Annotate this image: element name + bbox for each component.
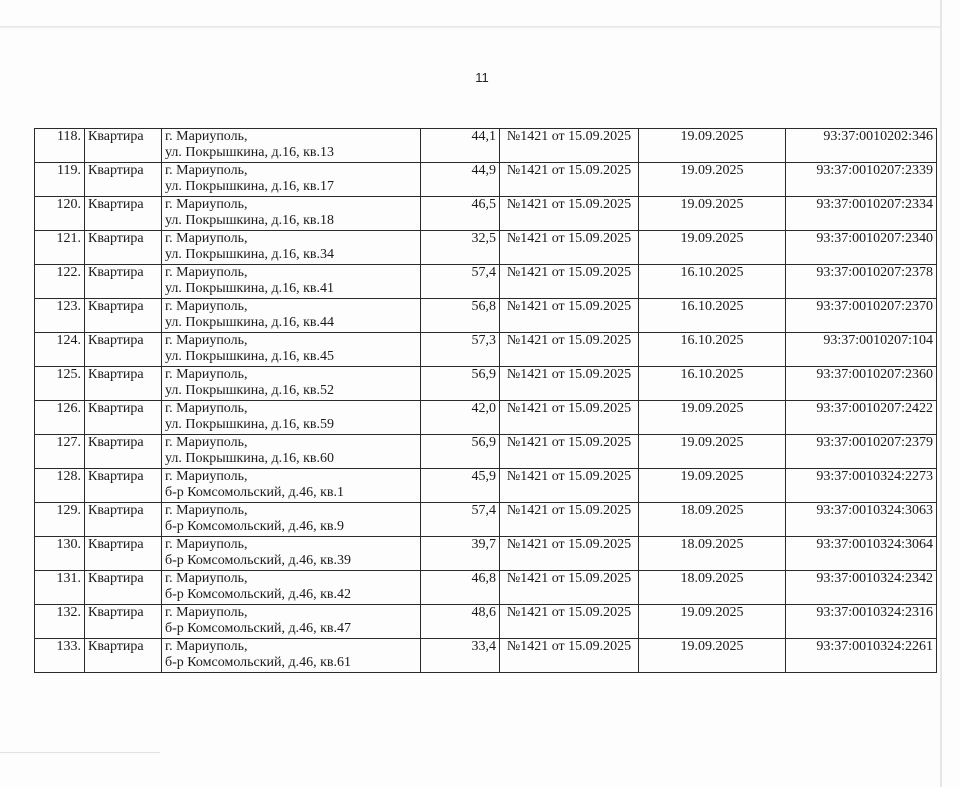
property-type: Квартира xyxy=(85,503,162,537)
address-city: г. Мариуполь, xyxy=(165,639,248,654)
table-row xyxy=(35,401,937,435)
address-city: г. Мариуполь, xyxy=(165,299,248,314)
address-city: г. Мариуполь, xyxy=(165,605,248,620)
address-street: ул. Покрышкина, д.16, кв.41 xyxy=(165,281,335,296)
decree-reference: №1421 от 15.09.2025 xyxy=(500,537,639,571)
address-street: б-р Комсомольский, д.46, кв.9 xyxy=(165,519,345,534)
table-row xyxy=(35,537,937,571)
property-area: 44,9 xyxy=(421,163,500,197)
decree-reference: №1421 от 15.09.2025 xyxy=(500,401,639,435)
table-row xyxy=(35,129,937,163)
cadastral-number: 93:37:0010324:2273 xyxy=(786,469,937,503)
address-street: ул. Покрышкина, д.16, кв.34 xyxy=(165,247,335,262)
decree-reference: №1421 от 15.09.2025 xyxy=(500,503,639,537)
cadastral-number: 93:37:0010202:346 xyxy=(786,129,937,163)
property-address xyxy=(162,333,421,367)
property-address xyxy=(162,367,421,401)
decree-reference: №1421 от 15.09.2025 xyxy=(500,639,639,673)
property-type: Квартира xyxy=(85,163,162,197)
address-city: г. Мариуполь, xyxy=(165,503,248,518)
cadastral-number: 93:37:0010324:2261 xyxy=(786,639,937,673)
row-number: 132. xyxy=(35,605,85,639)
table-row xyxy=(35,265,937,299)
registration-date: 19.09.2025 xyxy=(639,469,786,503)
registration-date: 16.10.2025 xyxy=(639,333,786,367)
table-row xyxy=(35,469,937,503)
address-street: б-р Комсомольский, д.46, кв.61 xyxy=(165,655,352,670)
table-row xyxy=(35,333,937,367)
property-area: 46,8 xyxy=(421,571,500,605)
address-city: г. Мариуполь, xyxy=(165,435,248,450)
row-number: 133. xyxy=(35,639,85,673)
scan-right-edge xyxy=(940,0,942,787)
cadastral-number: 93:37:0010207:2422 xyxy=(786,401,937,435)
decree-reference: №1421 от 15.09.2025 xyxy=(500,299,639,333)
registration-date: 19.09.2025 xyxy=(639,231,786,265)
cadastral-number: 93:37:0010207:2370 xyxy=(786,299,937,333)
registration-date: 18.09.2025 xyxy=(639,503,786,537)
address-city: г. Мариуполь, xyxy=(165,571,248,586)
property-area: 48,6 xyxy=(421,605,500,639)
property-address xyxy=(162,129,421,163)
property-address xyxy=(162,401,421,435)
property-address xyxy=(162,469,421,503)
table-row xyxy=(35,231,937,265)
property-registry-table xyxy=(34,128,937,673)
address-street: ул. Покрышкина, д.16, кв.52 xyxy=(165,383,335,398)
table-row xyxy=(35,639,937,673)
address-street: ул. Покрышкина, д.16, кв.13 xyxy=(165,145,335,160)
table-row xyxy=(35,605,937,639)
address-street: ул. Покрышкина, д.16, кв.17 xyxy=(165,179,335,194)
property-area: 57,3 xyxy=(421,333,500,367)
property-type: Квартира xyxy=(85,537,162,571)
table-row xyxy=(35,367,937,401)
address-city: г. Мариуполь, xyxy=(165,163,248,178)
property-area: 42,0 xyxy=(421,401,500,435)
registry-body xyxy=(35,129,937,673)
property-type: Квартира xyxy=(85,401,162,435)
row-number: 118. xyxy=(35,129,85,163)
cadastral-number: 93:37:0010324:3063 xyxy=(786,503,937,537)
decree-reference: №1421 от 15.09.2025 xyxy=(500,197,639,231)
property-address xyxy=(162,163,421,197)
address-city: г. Мариуполь, xyxy=(165,367,248,382)
property-type: Квартира xyxy=(85,231,162,265)
registration-date: 16.10.2025 xyxy=(639,299,786,333)
cadastral-number: 93:37:0010324:3064 xyxy=(786,537,937,571)
table-row xyxy=(35,503,937,537)
row-number: 124. xyxy=(35,333,85,367)
address-city: г. Мариуполь, xyxy=(165,537,248,552)
table-row xyxy=(35,435,937,469)
property-area: 57,4 xyxy=(421,503,500,537)
registration-date: 19.09.2025 xyxy=(639,163,786,197)
property-area: 57,4 xyxy=(421,265,500,299)
property-type: Квартира xyxy=(85,129,162,163)
property-type: Квартира xyxy=(85,367,162,401)
property-address xyxy=(162,503,421,537)
property-area: 46,5 xyxy=(421,197,500,231)
property-area: 39,7 xyxy=(421,537,500,571)
address-street: б-р Комсомольский, д.46, кв.42 xyxy=(165,587,352,602)
cadastral-number: 93:37:0010207:2379 xyxy=(786,435,937,469)
registration-date: 19.09.2025 xyxy=(639,639,786,673)
page-number: 11 xyxy=(475,70,489,85)
decree-reference: №1421 от 15.09.2025 xyxy=(500,163,639,197)
decree-reference: №1421 от 15.09.2025 xyxy=(500,265,639,299)
property-area: 56,8 xyxy=(421,299,500,333)
address-city: г. Мариуполь, xyxy=(165,401,248,416)
address-street: ул. Покрышкина, д.16, кв.60 xyxy=(165,451,335,466)
address-city: г. Мариуполь, xyxy=(165,231,248,246)
row-number: 131. xyxy=(35,571,85,605)
property-address xyxy=(162,197,421,231)
registration-date: 18.09.2025 xyxy=(639,537,786,571)
address-city: г. Мариуполь, xyxy=(165,333,248,348)
address-street: ул. Покрышкина, д.16, кв.18 xyxy=(165,213,335,228)
decree-reference: №1421 от 15.09.2025 xyxy=(500,469,639,503)
decree-reference: №1421 от 15.09.2025 xyxy=(500,435,639,469)
registration-date: 18.09.2025 xyxy=(639,571,786,605)
row-number: 128. xyxy=(35,469,85,503)
property-area: 56,9 xyxy=(421,435,500,469)
property-type: Квартира xyxy=(85,469,162,503)
registration-date: 19.09.2025 xyxy=(639,197,786,231)
property-address xyxy=(162,537,421,571)
decree-reference: №1421 от 15.09.2025 xyxy=(500,333,639,367)
address-street: ул. Покрышкина, д.16, кв.45 xyxy=(165,349,335,364)
address-city: г. Мариуполь, xyxy=(165,197,248,212)
property-type: Квартира xyxy=(85,435,162,469)
property-address xyxy=(162,265,421,299)
registration-date: 19.09.2025 xyxy=(639,401,786,435)
address-city: г. Мариуполь, xyxy=(165,129,248,144)
table-row xyxy=(35,197,937,231)
row-number: 125. xyxy=(35,367,85,401)
row-number: 129. xyxy=(35,503,85,537)
property-type: Квартира xyxy=(85,639,162,673)
cadastral-number: 93:37:0010207:2378 xyxy=(786,265,937,299)
address-street: ул. Покрышкина, д.16, кв.44 xyxy=(165,315,335,330)
cadastral-number: 93:37:0010324:2342 xyxy=(786,571,937,605)
property-address xyxy=(162,435,421,469)
cadastral-number: 93:37:0010324:2316 xyxy=(786,605,937,639)
property-area: 44,1 xyxy=(421,129,500,163)
decree-reference: №1421 от 15.09.2025 xyxy=(500,367,639,401)
property-type: Квартира xyxy=(85,333,162,367)
scan-top-edge xyxy=(0,26,940,29)
address-street: б-р Комсомольский, д.46, кв.1 xyxy=(165,485,345,500)
address-street: ул. Покрышкина, д.16, кв.59 xyxy=(165,417,335,432)
row-number: 127. xyxy=(35,435,85,469)
property-area: 45,9 xyxy=(421,469,500,503)
cadastral-number: 93:37:0010207:2334 xyxy=(786,197,937,231)
property-type: Квартира xyxy=(85,605,162,639)
registration-date: 16.10.2025 xyxy=(639,367,786,401)
scan-bottom-mark xyxy=(0,752,160,753)
property-area: 33,4 xyxy=(421,639,500,673)
property-type: Квартира xyxy=(85,265,162,299)
registration-date: 16.10.2025 xyxy=(639,265,786,299)
registration-date: 19.09.2025 xyxy=(639,129,786,163)
address-street: б-р Комсомольский, д.46, кв.39 xyxy=(165,553,352,568)
row-number: 126. xyxy=(35,401,85,435)
property-address xyxy=(162,639,421,673)
row-number: 130. xyxy=(35,537,85,571)
registration-date: 19.09.2025 xyxy=(639,435,786,469)
address-street: б-р Комсомольский, д.46, кв.47 xyxy=(165,621,352,636)
property-type: Квартира xyxy=(85,299,162,333)
address-city: г. Мариуполь, xyxy=(165,265,248,280)
row-number: 122. xyxy=(35,265,85,299)
row-number: 119. xyxy=(35,163,85,197)
row-number: 121. xyxy=(35,231,85,265)
property-type: Квартира xyxy=(85,197,162,231)
property-area: 32,5 xyxy=(421,231,500,265)
address-city: г. Мариуполь, xyxy=(165,469,248,484)
table-row xyxy=(35,571,937,605)
decree-reference: №1421 от 15.09.2025 xyxy=(500,129,639,163)
decree-reference: №1421 от 15.09.2025 xyxy=(500,605,639,639)
cadastral-number: 93:37:0010207:2339 xyxy=(786,163,937,197)
row-number: 120. xyxy=(35,197,85,231)
decree-reference: №1421 от 15.09.2025 xyxy=(500,231,639,265)
registration-date: 19.09.2025 xyxy=(639,605,786,639)
decree-reference: №1421 от 15.09.2025 xyxy=(500,571,639,605)
table-row xyxy=(35,163,937,197)
cadastral-number: 93:37:0010207:104 xyxy=(786,333,937,367)
cadastral-number: 93:37:0010207:2340 xyxy=(786,231,937,265)
row-number: 123. xyxy=(35,299,85,333)
property-address xyxy=(162,231,421,265)
property-address xyxy=(162,299,421,333)
property-address xyxy=(162,605,421,639)
table-row xyxy=(35,299,937,333)
property-type: Квартира xyxy=(85,571,162,605)
cadastral-number: 93:37:0010207:2360 xyxy=(786,367,937,401)
property-address xyxy=(162,571,421,605)
property-area: 56,9 xyxy=(421,367,500,401)
